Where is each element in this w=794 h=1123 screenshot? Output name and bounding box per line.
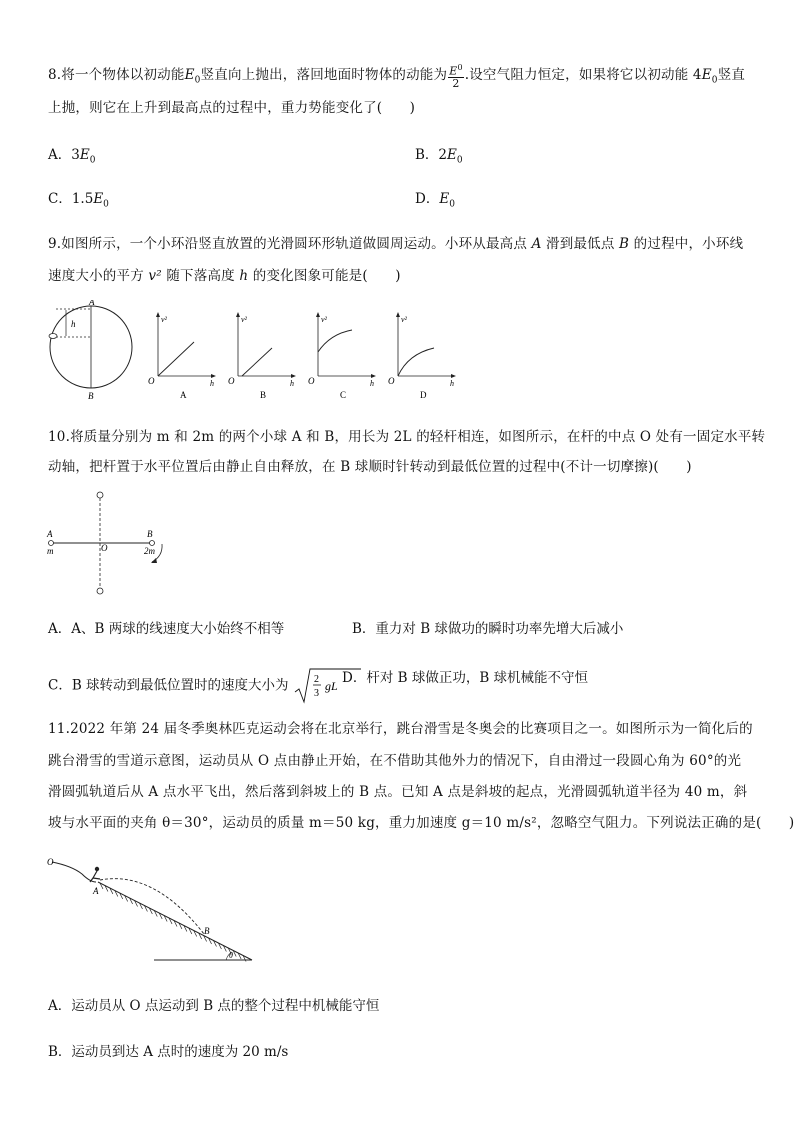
q11-option-b[interactable]: B．运动员到达 A 点时的速度为 20 m/s [48,1044,289,1060]
svg-text:v²: v² [161,315,167,324]
q10-figure [40,488,180,596]
svg-text:O: O [148,376,155,386]
q10-option-b[interactable]: B．重力对 B 球做功的瞬时功率先增大后减小 [352,621,624,637]
svg-text:h: h [290,379,294,388]
q8-line2: 上抛，则它在上升到最高点的过程中，重力势能变化了( ) [48,100,416,116]
q11-figure [44,852,264,968]
svg-text:m: m [47,546,54,556]
q11-option-a[interactable]: A．运动员从 O 点运动到 B 点的整个过程中机械能守恒 [48,998,380,1014]
svg-text:2m: 2m [144,546,155,556]
ball-b [150,541,155,546]
q8-fraction: $\frac{E^0}{2}$ [449,63,463,90]
q8-option-c[interactable]: C．$1.5E_0$ [48,191,109,210]
q10-option-c[interactable]: C．B 球转动到最低位置时的速度大小为 2 3 gL [48,666,363,706]
graph-a [148,312,216,400]
svg-text:O: O [388,376,395,386]
svg-text:O: O [101,543,108,553]
svg-text:3: 3 [313,688,319,699]
svg-text:A: A [93,886,99,896]
svg-text:O: O [228,376,235,386]
graph-d [388,312,456,400]
q8-option-b[interactable]: B．$2E_0$ [415,147,463,166]
svg-text:gL: gL [324,679,338,693]
q10-option-a[interactable]: A．A、B 两球的线速度大小始终不相等 [48,621,285,637]
svg-text:θ: θ [229,951,233,960]
svg-text:A: A [47,529,53,539]
q11-line2: 跳台滑雪的雪道示意图，运动员从 O 点由静止开始，在不借助其他外力的情况下，自由滑过一段圆心角为 60°的光 [48,753,742,769]
q10-option-d[interactable]: D．杆对 B 球做正功，B 球机械能不守恒 [342,670,589,686]
slope [98,882,252,960]
graph-c [308,312,376,400]
q11-line1: 11.2022 年第 24 届冬季奥林匹克运动会将在北京举行，跳台滑雪是冬奥会的比赛项目之一。如图所示为一简化后的 [48,721,753,737]
q8-option-a[interactable]: A．$3E_0$ [48,147,96,166]
q9-line2: 速度大小的平方 v² 随下落高度 h 的变化图象可能是( ) [48,268,401,284]
svg-text:B: B [147,529,153,539]
q8-option-d[interactable]: D．$E_0$ [415,191,455,210]
slope-hatching [100,883,246,962]
label-h: h [71,319,76,329]
svg-text:v²: v² [241,315,247,324]
label-B: B [88,391,94,401]
graph-b-label: B [260,390,267,400]
ball-a [49,541,54,546]
q10-line2: 动轴，把杆置于水平位置后由静止自由释放，在 B 球顺时针转动到最低位置的过程中(不计一切摩擦)( ) [48,459,692,475]
svg-text:O: O [47,857,54,867]
svg-text:v²: v² [401,315,407,324]
athlete-body [90,871,100,882]
svg-text:h: h [450,379,454,388]
q11-line3: 滑圆弧轨道后从 A 点水平飞出，然后落到斜坡上的 B 点。已知 A 点是斜坡的起点，光滑圆弧轨道半径为 40 m，斜 [48,784,748,800]
athlete-head [95,867,99,871]
q8-line1: 8.将一个物体以初动能$E_0$竖直向上抛出，落回地面时物体的动能为 $\frac{E^0}{2}$ .设空气阻力恒定，如果将它以初动能 $4E_0$竖直 [48,63,746,90]
svg-text:h: h [210,379,214,388]
trajectory [100,879,204,934]
graph-c-label: C [340,390,347,400]
svg-text:h: h [370,379,374,388]
svg-text:2: 2 [313,674,319,685]
label-A: A [89,300,95,307]
q10-line1: 10.将质量分别为 m 和 2m 的两个小球 A 和 B，用长为 2L 的轻杆相连，如图所示，在杆的中点 O 处有一固定水平转 [48,429,766,445]
svg-text:v²: v² [321,315,327,324]
small-ring [49,334,57,339]
graph-b [228,312,296,400]
graph-d-label: D [420,390,427,400]
arc-track [52,862,96,882]
graph-a-label: A [180,390,187,400]
q9-figure [44,300,464,404]
q9-line1: 9.如图所示，一个小环沿竖直放置的光滑圆环形轨道做圆周运动。小环从最高点 A 滑到最低点 B 的过程中，小环线 [48,236,744,252]
svg-text:O: O [308,376,315,386]
svg-text:B: B [204,926,210,936]
q11-line4: 坡与水平面的夹角 θ＝30°，运动员的质量 m＝50 kg，重力加速度 g＝10 m/s²，忽略空气阻力。下列说法正确的是( ) [48,815,794,831]
